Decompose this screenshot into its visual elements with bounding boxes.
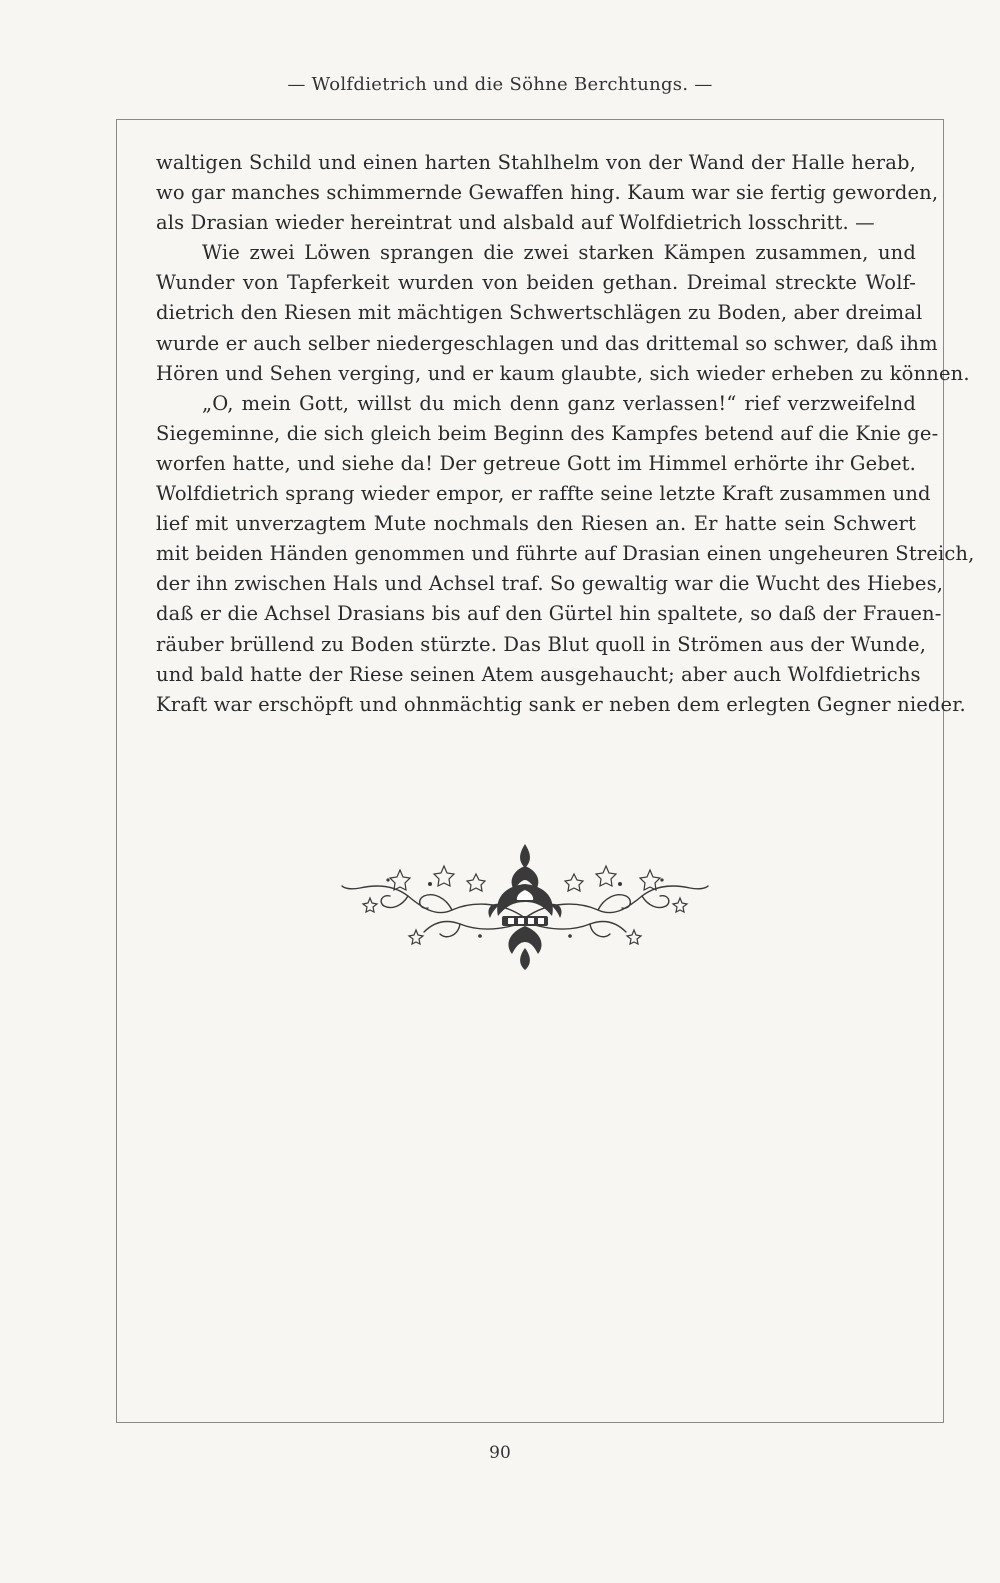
text-line: der ihn zwischen Hals und Achsel traf. So gewaltig war die Wucht des Hiebes,	[156, 572, 944, 596]
body-text	[156, 148, 975, 720]
running-head: — Wolfdietrich und die Söhne Berchtungs. —	[287, 74, 713, 95]
text-line: worfen hatte, und siehe da! Der getreue Gott im Himmel erhörte ihr Gebet.	[156, 451, 916, 475]
text-line: räuber brüllend zu Boden stürzte. Das Blut quoll in Strömen aus der Wunde,	[156, 632, 927, 656]
text-line: Kraft war erschöpft und ohnmächtig sank er neben dem erlegten Gegner nieder.	[156, 692, 966, 716]
text-line: wo gar manches schimmernde Gewaffen hing. Kaum war sie fertig geworden,	[156, 181, 939, 205]
text-line: waltigen Schild und einen harten Stahlhelm von der Wand der Halle herab,	[156, 151, 916, 174]
text-line: Hören und Sehen verging, und er kaum glaubte, sich wieder erheben zu können.	[156, 361, 970, 385]
text-line: als Drasian wieder hereintrat und alsbald auf Wolfdietrich losschritt. —	[156, 211, 875, 235]
page-number: 90	[489, 1443, 511, 1463]
text-line: und bald hatte der Riese seinen Atem ausgehaucht; aber auch Wolfdietrichs	[156, 662, 921, 686]
text-line: Siegeminne, die sich gleich beim Beginn des Kampfes betend auf die Knie ge-	[156, 421, 939, 445]
text-line: daß er die Achsel Drasians bis auf den Gürtel hin spaltete, so daß der Frauen-	[156, 602, 942, 626]
floral-ornament-icon	[340, 840, 710, 975]
text-line: Wie zwei Löwen sprangen die zwei starken Kämpen zusammen, und	[202, 241, 916, 265]
text-line: Wunder von Tapferkeit wurden von beiden gethan. Dreimal streckte Wolf-	[156, 271, 916, 295]
text-line: Wolfdietrich sprang wieder empor, er raffte seine letzte Kraft zusammen und	[156, 482, 931, 506]
text-line: wurde er auch selber niedergeschlagen und das drittemal so schwer, daß ihm	[156, 331, 938, 355]
text-line: dietrich den Riesen mit mächtigen Schwertschlägen zu Boden, aber dreimal	[156, 301, 923, 325]
text-line: mit beiden Händen genommen und führte auf Drasian einen ungeheuren Streich,	[156, 542, 975, 566]
text-line: „O, mein Gott, willst du mich denn ganz verlassen!“ rief verzweifelnd	[202, 391, 916, 415]
text-line: lief mit unverzagtem Mute nochmals den Riesen an. Er hatte sein Schwert	[156, 512, 916, 536]
